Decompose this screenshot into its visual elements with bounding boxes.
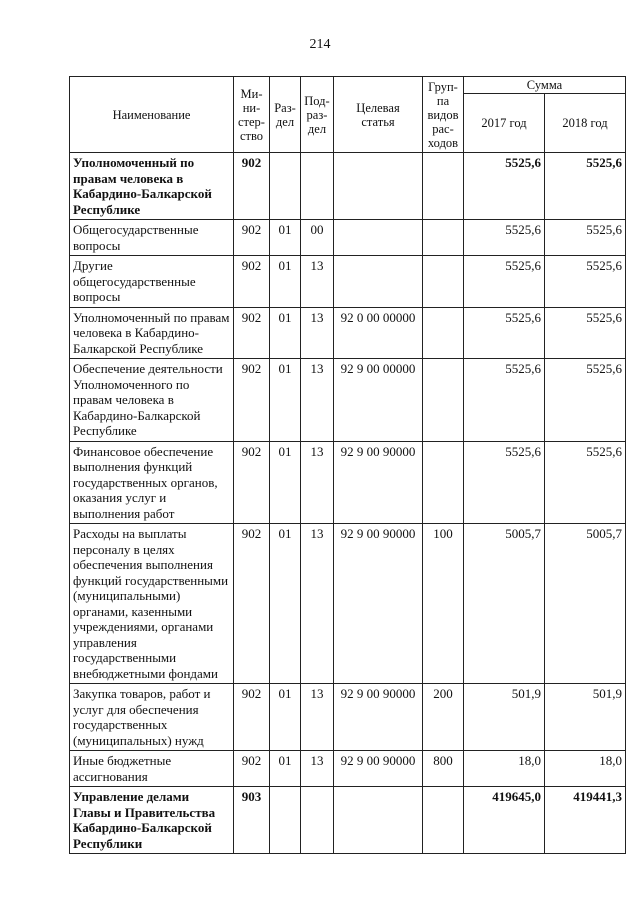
row-section: 01 bbox=[270, 256, 301, 308]
row-section: 01 bbox=[270, 751, 301, 787]
budget-table bbox=[69, 76, 626, 854]
row-sum-2017: 5525,6 bbox=[464, 307, 545, 359]
table-row bbox=[70, 220, 626, 256]
row-section: 01 bbox=[270, 684, 301, 751]
header-ministry: Ми- ни- стер- ство bbox=[234, 77, 270, 153]
row-subsection: 13 bbox=[301, 684, 334, 751]
table-row bbox=[70, 153, 626, 220]
row-subsection: 13 bbox=[301, 751, 334, 787]
row-sum-2017: 18,0 bbox=[464, 751, 545, 787]
row-expense-group bbox=[423, 256, 464, 308]
row-ministry: 903 bbox=[234, 787, 270, 854]
row-ministry: 902 bbox=[234, 153, 270, 220]
row-target-article: 92 9 00 90000 bbox=[334, 684, 423, 751]
row-target-article: 92 9 00 90000 bbox=[334, 441, 423, 524]
row-expense-group bbox=[423, 441, 464, 524]
row-subsection: 13 bbox=[301, 441, 334, 524]
table-row bbox=[70, 441, 626, 524]
row-subsection: 13 bbox=[301, 256, 334, 308]
header-expense-group: Груп- па видов рас- ходов bbox=[423, 77, 464, 153]
row-ministry: 902 bbox=[234, 684, 270, 751]
row-name: Обеспечение деятельности Уполномоченного по правам человека в Кабардино-Балкарской Республике bbox=[70, 359, 234, 442]
row-expense-group bbox=[423, 787, 464, 854]
row-ministry: 902 bbox=[234, 751, 270, 787]
row-name: Иные бюджетные ассигнования bbox=[70, 751, 234, 787]
row-expense-group bbox=[423, 153, 464, 220]
row-sum-2018: 501,9 bbox=[545, 684, 626, 751]
header-section: Раз- дел bbox=[270, 77, 301, 153]
row-ministry: 902 bbox=[234, 524, 270, 684]
row-sum-2018: 5525,6 bbox=[545, 441, 626, 524]
table-row bbox=[70, 307, 626, 359]
row-sum-2017: 5525,6 bbox=[464, 256, 545, 308]
row-ministry: 902 bbox=[234, 220, 270, 256]
row-sum-2018: 5525,6 bbox=[545, 307, 626, 359]
row-sum-2017: 5525,6 bbox=[464, 441, 545, 524]
row-sum-2018: 5525,6 bbox=[545, 220, 626, 256]
row-sum-2017: 5005,7 bbox=[464, 524, 545, 684]
row-sum-2018: 419441,3 bbox=[545, 787, 626, 854]
row-subsection: 13 bbox=[301, 524, 334, 684]
row-target-article: 92 9 00 00000 bbox=[334, 359, 423, 442]
row-target-article: 92 0 00 00000 bbox=[334, 307, 423, 359]
row-sum-2018: 5005,7 bbox=[545, 524, 626, 684]
row-section: 01 bbox=[270, 441, 301, 524]
table-row bbox=[70, 524, 626, 684]
table-row bbox=[70, 751, 626, 787]
row-target-article: 92 9 00 90000 bbox=[334, 524, 423, 684]
row-section bbox=[270, 787, 301, 854]
header-year-2017: 2017 год bbox=[464, 94, 545, 153]
row-ministry: 902 bbox=[234, 307, 270, 359]
table-row bbox=[70, 256, 626, 308]
row-subsection bbox=[301, 787, 334, 854]
row-sum-2017: 501,9 bbox=[464, 684, 545, 751]
row-expense-group: 200 bbox=[423, 684, 464, 751]
row-expense-group: 100 bbox=[423, 524, 464, 684]
row-section: 01 bbox=[270, 359, 301, 442]
row-name: Расходы на выплаты персоналу в целях обеспечения выполнения функций государственными (муниципальными) органами, казенными учреждениями, органами управления государственными внебюджетными фондами bbox=[70, 524, 234, 684]
row-sum-2018: 5525,6 bbox=[545, 359, 626, 442]
table-header bbox=[70, 77, 626, 153]
table-row bbox=[70, 359, 626, 442]
table-row bbox=[70, 684, 626, 751]
row-subsection: 13 bbox=[301, 307, 334, 359]
row-target-article: 92 9 00 90000 bbox=[334, 751, 423, 787]
row-sum-2017: 419645,0 bbox=[464, 787, 545, 854]
row-section: 01 bbox=[270, 524, 301, 684]
row-name: Уполномоченный по правам человека в Кабардино-Балкарской Республике bbox=[70, 307, 234, 359]
row-name: Управление делами Главы и Правительства Кабардино-Балкарской Республики bbox=[70, 787, 234, 854]
header-subsection: Под- раз- дел bbox=[301, 77, 334, 153]
row-name: Закупка товаров, работ и услуг для обеспечения государственных (муниципальных) нужд bbox=[70, 684, 234, 751]
row-name: Другие общегосударственные вопросы bbox=[70, 256, 234, 308]
row-target-article bbox=[334, 220, 423, 256]
header-sum: Сумма bbox=[464, 77, 626, 94]
row-target-article bbox=[334, 256, 423, 308]
row-section: 01 bbox=[270, 220, 301, 256]
row-section: 01 bbox=[270, 307, 301, 359]
row-subsection: 13 bbox=[301, 359, 334, 442]
row-expense-group: 800 bbox=[423, 751, 464, 787]
row-ministry: 902 bbox=[234, 359, 270, 442]
row-subsection bbox=[301, 153, 334, 220]
row-ministry: 902 bbox=[234, 441, 270, 524]
row-name: Уполномоченный по правам человека в Кабардино-Балкарской Республике bbox=[70, 153, 234, 220]
row-expense-group bbox=[423, 307, 464, 359]
row-expense-group bbox=[423, 220, 464, 256]
table-row bbox=[70, 787, 626, 854]
row-section bbox=[270, 153, 301, 220]
row-target-article bbox=[334, 153, 423, 220]
row-name: Общегосударственные вопросы bbox=[70, 220, 234, 256]
row-target-article bbox=[334, 787, 423, 854]
row-subsection: 00 bbox=[301, 220, 334, 256]
row-sum-2017: 5525,6 bbox=[464, 153, 545, 220]
page-number: 214 bbox=[309, 37, 331, 52]
row-name: Финансовое обеспечение выполнения функций государственных органов, оказания услуг и выполнения работ bbox=[70, 441, 234, 524]
row-ministry: 902 bbox=[234, 256, 270, 308]
row-sum-2017: 5525,6 bbox=[464, 359, 545, 442]
row-sum-2017: 5525,6 bbox=[464, 220, 545, 256]
row-sum-2018: 5525,6 bbox=[545, 153, 626, 220]
header-target-article: Целевая статья bbox=[334, 77, 423, 153]
row-expense-group bbox=[423, 359, 464, 442]
header-name: Наименование bbox=[70, 77, 234, 153]
table-body bbox=[70, 153, 626, 854]
header-year-2018: 2018 год bbox=[545, 94, 626, 153]
row-sum-2018: 5525,6 bbox=[545, 256, 626, 308]
row-sum-2018: 18,0 bbox=[545, 751, 626, 787]
